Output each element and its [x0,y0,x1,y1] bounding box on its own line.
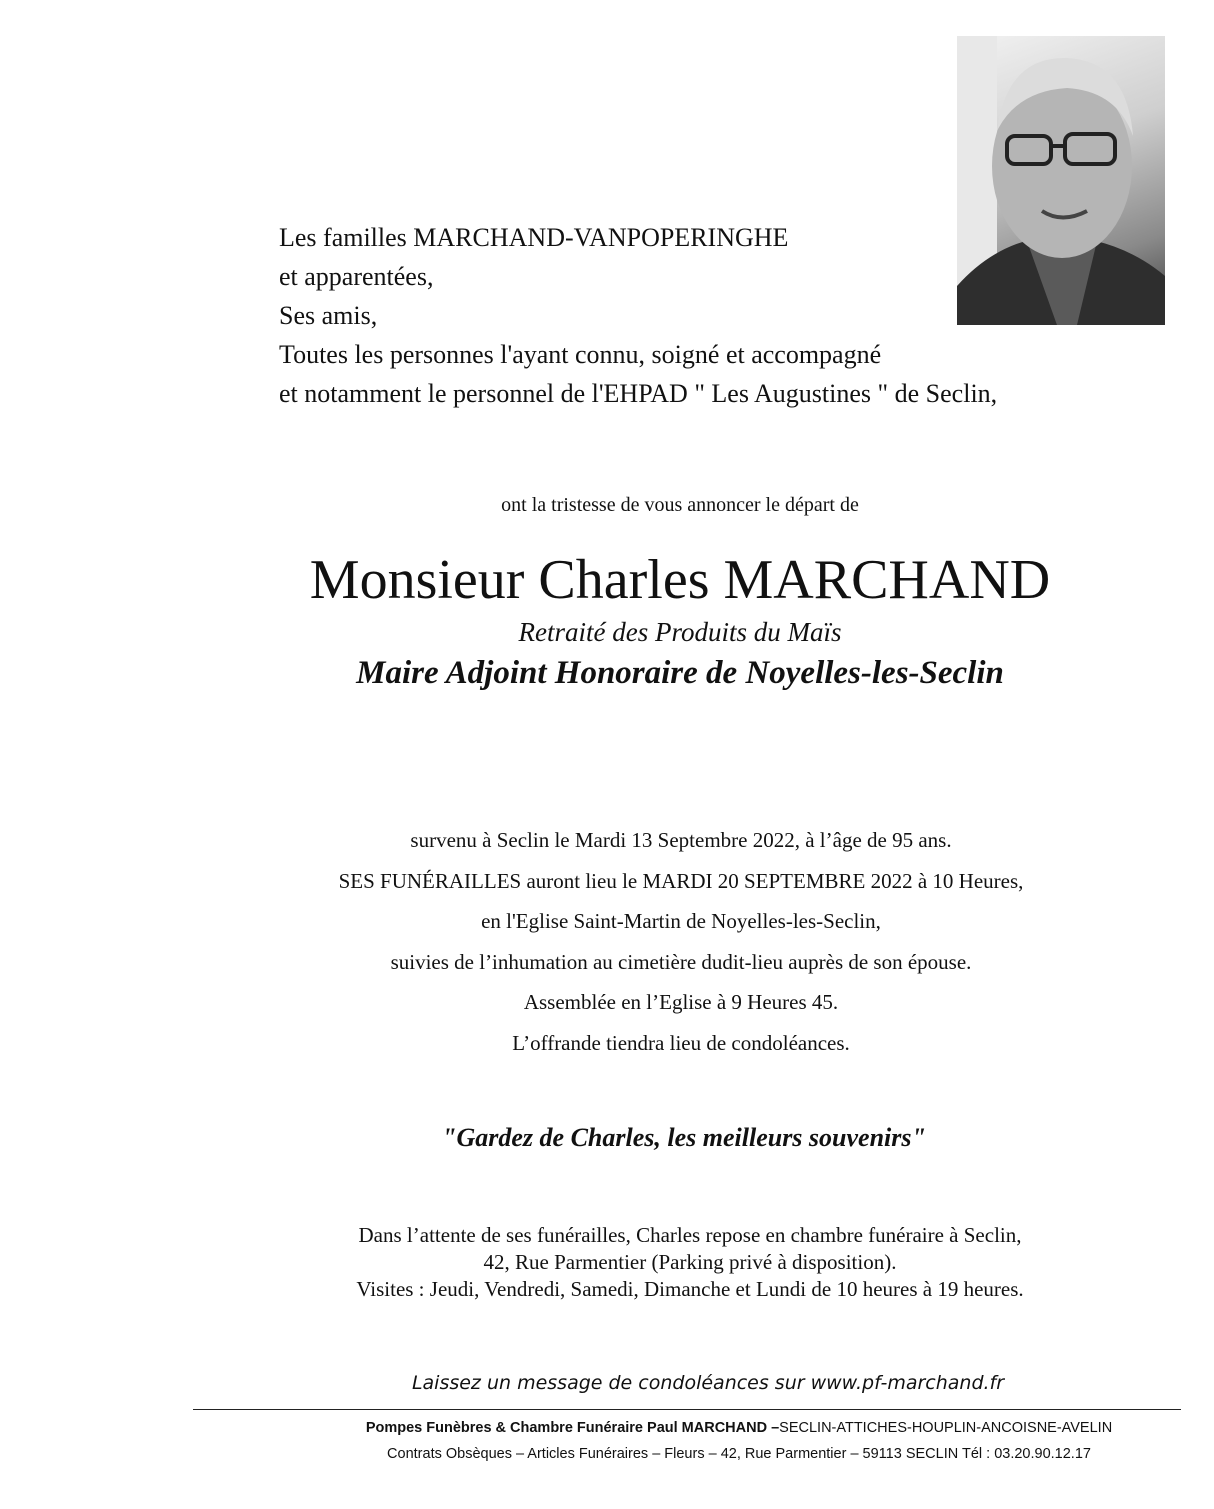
details-line: L’offrande tiendra lieu de condoléances. [512,1030,850,1055]
details-line: SES FUNÉRAILLES auront lieu le MARDI 20 SEPTEMBRE 2022 à 10 Heures, [338,868,1024,893]
families-block [279,218,997,413]
visitation-line: Visites : Jeudi, Vendredi, Samedi, Dimanche et Lundi de 10 heures à 19 heures. [356,1277,1024,1301]
footer-services: Contrats Obsèques – Articles Funéraires – Fleurs – 42, Rue Parmentier – 59113 SECLIN Tél : 03.20.90.12.17 [387,1446,1091,1462]
details-line: en l'Eglise Saint-Martin de Noyelles-les-Seclin, [481,909,881,933]
families-line: Ses amis, [279,301,378,330]
footer-divider [193,1409,1181,1410]
families-line: Les familles MARCHAND-VANPOPERINGHE [279,223,789,252]
funeral-details [0,820,1214,1063]
details-line: Assemblée en l’Eglise à 9 Heures 45. [523,990,839,1014]
visitation-line: Dans l’attente de ses funérailles, Charles repose en chambre funéraire à Seclin, [358,1223,1022,1247]
families-line: et apparentées, [279,262,434,291]
details-line: survenu à Seclin le Mardi 13 Septembre 2022, à l’âge de 95 ans. [410,828,952,852]
company-name: Pompes Funèbres & Chambre Funéraire Paul MARCHAND – [365,1420,780,1436]
footer-company [0,1420,1214,1436]
details-line: suivies de l’inhumation au cimetière dudit-lieu auprès de son épouse. [390,949,972,974]
families-line: et notamment le personnel de l'EHPAD " Les Augustines " de Seclin, [279,379,998,408]
visitation-info [0,1222,1214,1303]
deceased-title-occupation: Retraité des Produits du Maïs [518,617,842,647]
families-line: Toutes les personnes l'ayant connu, soigné et accompagné [279,340,882,369]
condolences-message: Laissez un message de condoléances sur www.pf-marchand.fr [411,1372,1005,1394]
deceased-title-honorary: Maire Adjoint Honoraire de Noyelles-les-Seclin [356,655,1004,691]
company-locations: SECLIN-ATTICHES-HOUPLIN-ANCOISNE-AVELIN [779,1420,1113,1436]
visitation-line: 42, Rue Parmentier (Parking privé à disposition). [483,1250,897,1274]
announcement-text: ont la tristesse de vous annoncer le départ de [501,494,859,516]
memorial-quote: "Gardez de Charles, les meilleurs souvenirs" [442,1123,926,1152]
deceased-name: Monsieur Charles MARCHAND [309,549,1051,611]
